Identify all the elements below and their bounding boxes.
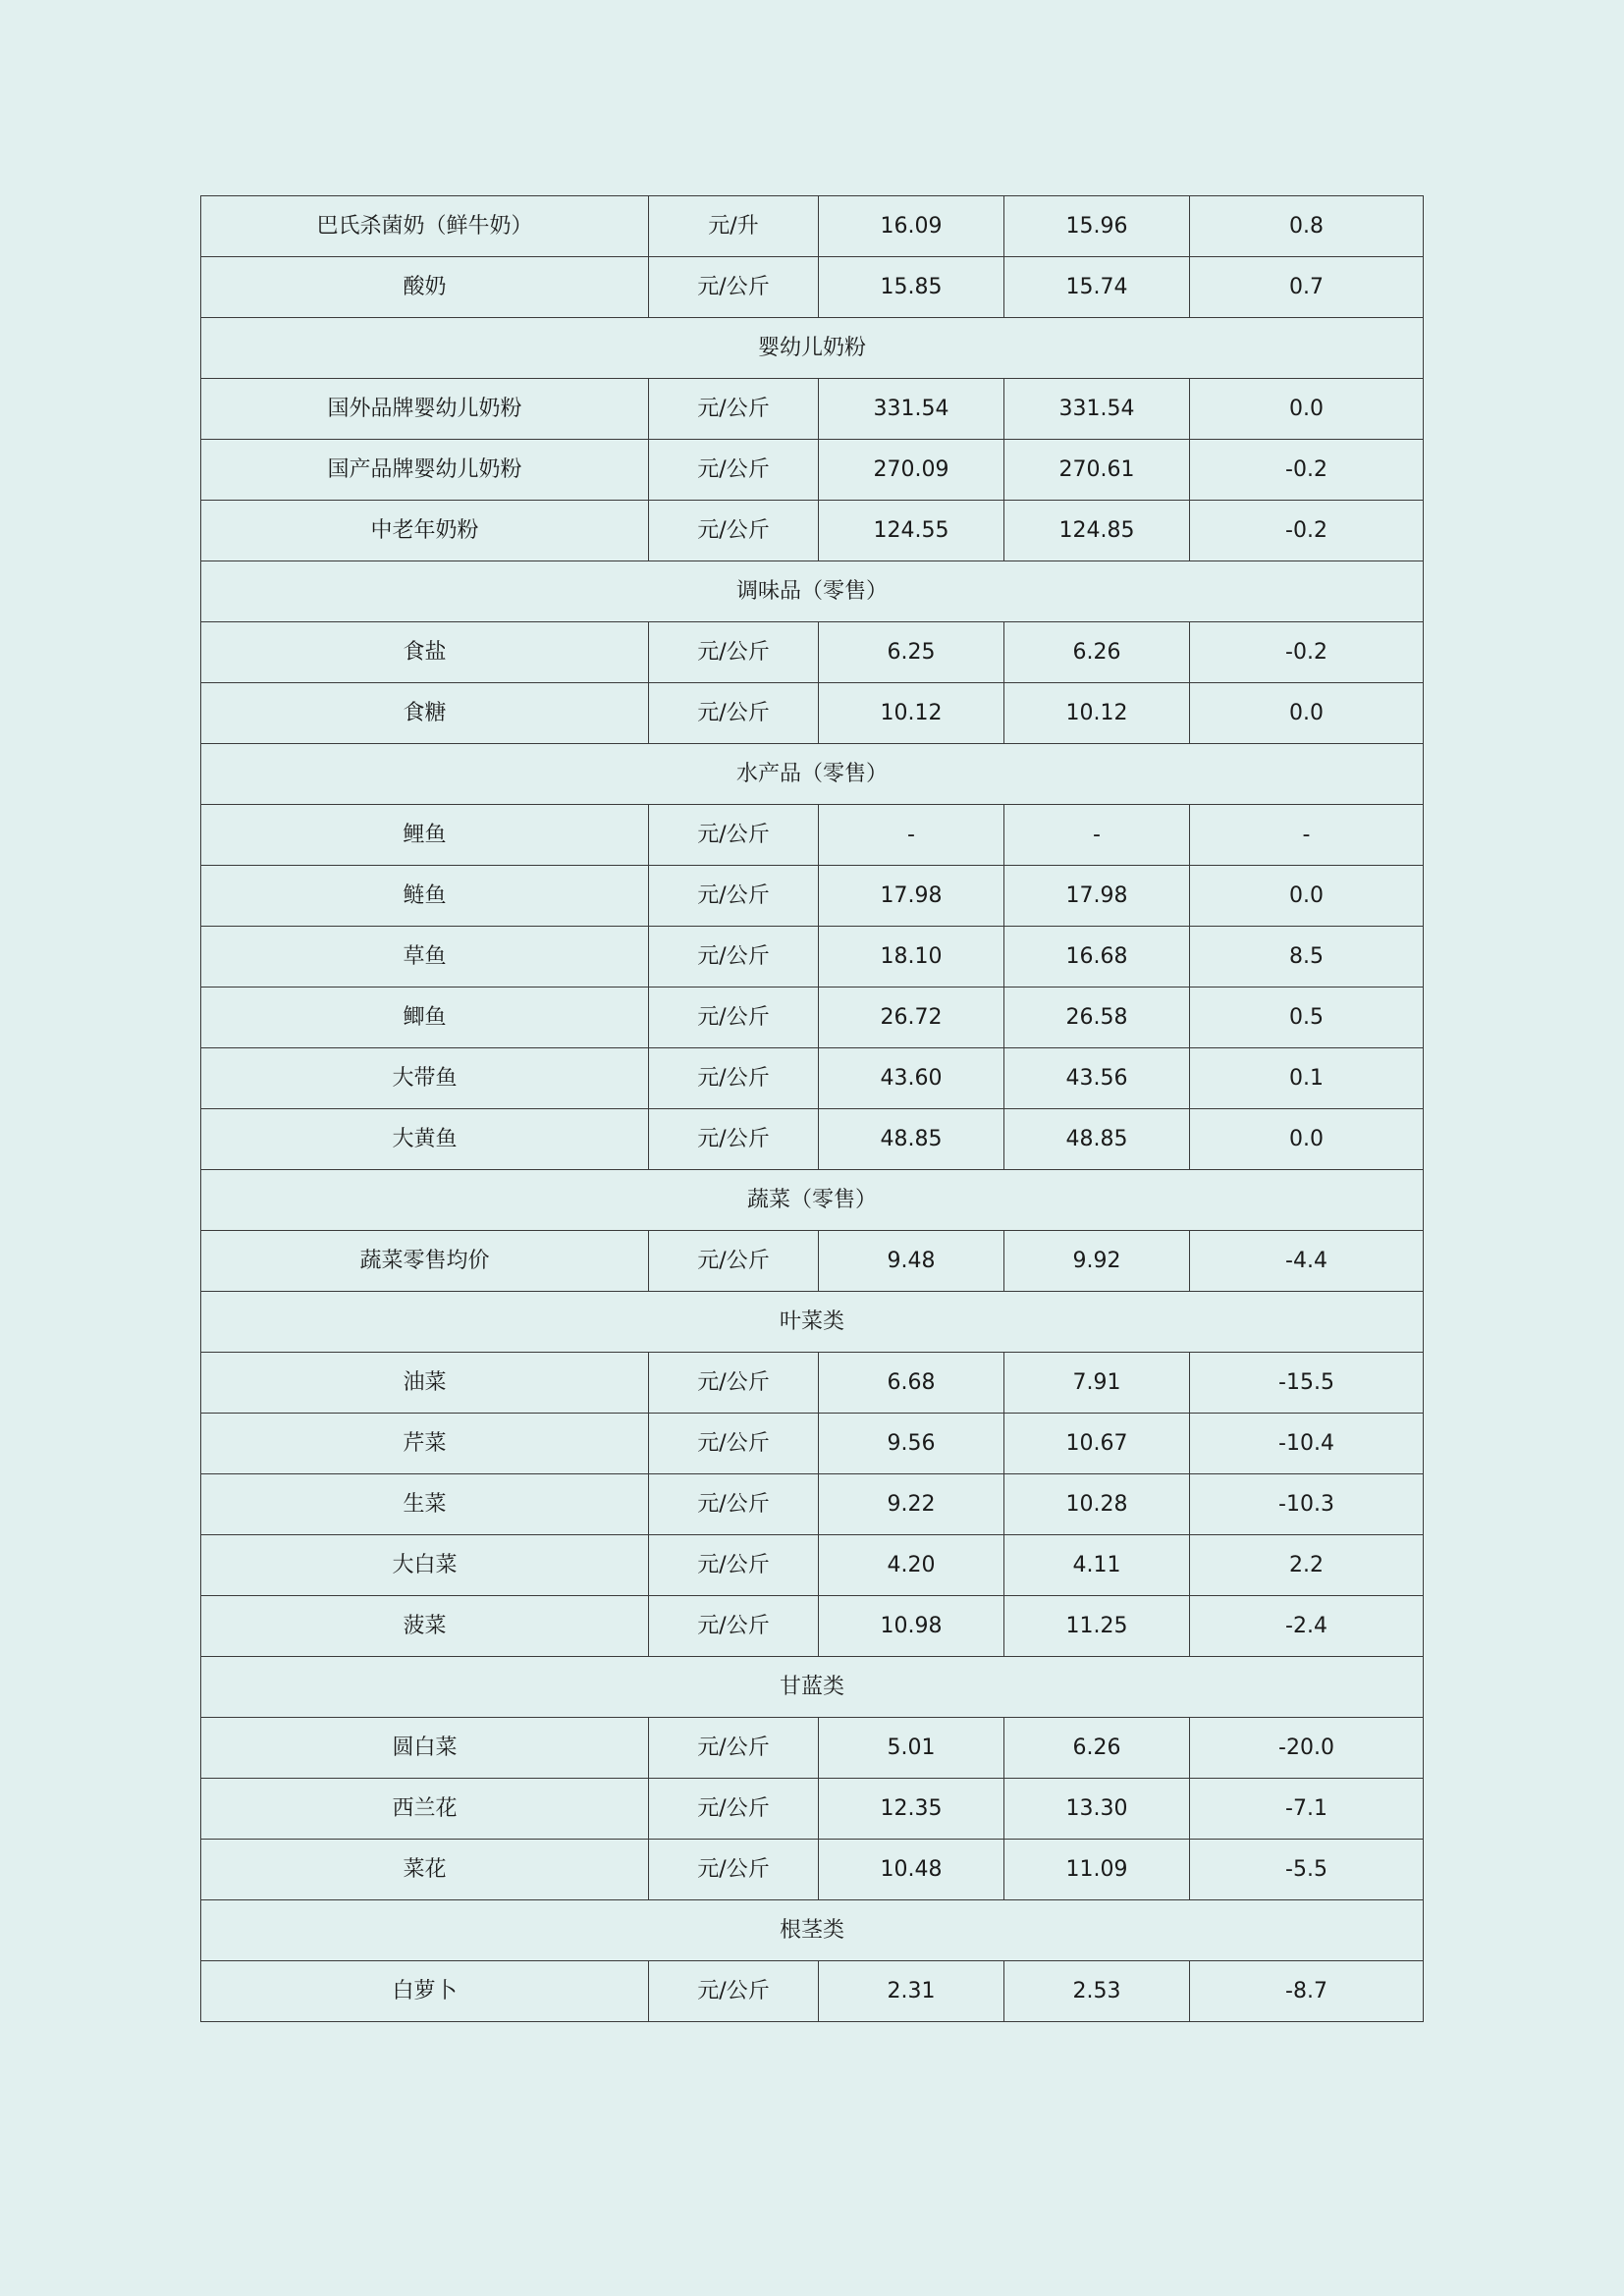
previous-price-cell: 10.12 bbox=[1004, 683, 1190, 744]
previous-price-cell: 16.68 bbox=[1004, 927, 1190, 988]
item-name-cell: 鲫鱼 bbox=[201, 988, 649, 1048]
current-price-cell: 10.48 bbox=[819, 1840, 1004, 1900]
change-percent-cell: 8.5 bbox=[1190, 927, 1424, 988]
change-percent-cell: 0.0 bbox=[1190, 866, 1424, 927]
change-percent-cell: -4.4 bbox=[1190, 1231, 1424, 1292]
item-name-cell: 油菜 bbox=[201, 1353, 649, 1414]
table-row bbox=[201, 927, 1424, 988]
price-table-body bbox=[201, 196, 1424, 2022]
change-percent-cell: -20.0 bbox=[1190, 1718, 1424, 1779]
current-price-cell: 9.22 bbox=[819, 1474, 1004, 1535]
item-name-cell: 鲤鱼 bbox=[201, 805, 649, 866]
table-row bbox=[201, 1535, 1424, 1596]
unit-cell: 元/公斤 bbox=[649, 927, 819, 988]
unit-cell: 元/公斤 bbox=[649, 1840, 819, 1900]
unit-cell: 元/公斤 bbox=[649, 379, 819, 440]
item-name-cell: 食盐 bbox=[201, 622, 649, 683]
previous-price-cell: 124.85 bbox=[1004, 501, 1190, 561]
current-price-cell: 18.10 bbox=[819, 927, 1004, 988]
item-name-cell: 巴氏杀菌奶（鲜牛奶） bbox=[201, 196, 649, 257]
unit-cell: 元/公斤 bbox=[649, 1535, 819, 1596]
current-price-cell: 48.85 bbox=[819, 1109, 1004, 1170]
section-title: 甘蓝类 bbox=[201, 1657, 1424, 1718]
change-percent-cell: -8.7 bbox=[1190, 1961, 1424, 2022]
unit-cell: 元/公斤 bbox=[649, 1596, 819, 1657]
current-price-cell: 17.98 bbox=[819, 866, 1004, 927]
item-name-cell: 西兰花 bbox=[201, 1779, 649, 1840]
item-name-cell: 大带鱼 bbox=[201, 1048, 649, 1109]
previous-price-cell: 17.98 bbox=[1004, 866, 1190, 927]
unit-cell: 元/公斤 bbox=[649, 257, 819, 318]
unit-cell: 元/公斤 bbox=[649, 1109, 819, 1170]
table-row bbox=[201, 683, 1424, 744]
change-percent-cell: 0.1 bbox=[1190, 1048, 1424, 1109]
table-row bbox=[201, 1718, 1424, 1779]
section-title: 叶菜类 bbox=[201, 1292, 1424, 1353]
price-table bbox=[200, 195, 1424, 2022]
table-row bbox=[201, 1048, 1424, 1109]
current-price-cell: 5.01 bbox=[819, 1718, 1004, 1779]
change-percent-cell: 0.0 bbox=[1190, 683, 1424, 744]
item-name-cell: 白萝卜 bbox=[201, 1961, 649, 2022]
previous-price-cell: 7.91 bbox=[1004, 1353, 1190, 1414]
unit-cell: 元/公斤 bbox=[649, 1048, 819, 1109]
table-row bbox=[201, 805, 1424, 866]
current-price-cell: 6.25 bbox=[819, 622, 1004, 683]
table-row bbox=[201, 1961, 1424, 2022]
unit-cell: 元/公斤 bbox=[649, 1353, 819, 1414]
item-name-cell: 中老年奶粉 bbox=[201, 501, 649, 561]
unit-cell: 元/公斤 bbox=[649, 683, 819, 744]
change-percent-cell: -10.4 bbox=[1190, 1414, 1424, 1474]
unit-cell: 元/公斤 bbox=[649, 988, 819, 1048]
section-title: 婴幼儿奶粉 bbox=[201, 318, 1424, 379]
item-name-cell: 鲢鱼 bbox=[201, 866, 649, 927]
unit-cell: 元/公斤 bbox=[649, 501, 819, 561]
current-price-cell: 43.60 bbox=[819, 1048, 1004, 1109]
previous-price-cell: 11.25 bbox=[1004, 1596, 1190, 1657]
section-header-row bbox=[201, 1900, 1424, 1961]
previous-price-cell: 48.85 bbox=[1004, 1109, 1190, 1170]
table-row bbox=[201, 379, 1424, 440]
change-percent-cell: -0.2 bbox=[1190, 622, 1424, 683]
current-price-cell: 10.98 bbox=[819, 1596, 1004, 1657]
section-header-row bbox=[201, 1170, 1424, 1231]
current-price-cell: 15.85 bbox=[819, 257, 1004, 318]
current-price-cell: 331.54 bbox=[819, 379, 1004, 440]
item-name-cell: 生菜 bbox=[201, 1474, 649, 1535]
previous-price-cell: 2.53 bbox=[1004, 1961, 1190, 2022]
current-price-cell: 6.68 bbox=[819, 1353, 1004, 1414]
item-name-cell: 食糖 bbox=[201, 683, 649, 744]
table-row bbox=[201, 1474, 1424, 1535]
table-row bbox=[201, 257, 1424, 318]
current-price-cell: 4.20 bbox=[819, 1535, 1004, 1596]
table-row bbox=[201, 1840, 1424, 1900]
change-percent-cell: -5.5 bbox=[1190, 1840, 1424, 1900]
item-name-cell: 大白菜 bbox=[201, 1535, 649, 1596]
unit-cell: 元/公斤 bbox=[649, 1718, 819, 1779]
unit-cell: 元/公斤 bbox=[649, 622, 819, 683]
item-name-cell: 草鱼 bbox=[201, 927, 649, 988]
previous-price-cell: 11.09 bbox=[1004, 1840, 1190, 1900]
change-percent-cell: -10.3 bbox=[1190, 1474, 1424, 1535]
current-price-cell: 26.72 bbox=[819, 988, 1004, 1048]
unit-cell: 元/公斤 bbox=[649, 1961, 819, 2022]
item-name-cell: 国外品牌婴幼儿奶粉 bbox=[201, 379, 649, 440]
previous-price-cell: 13.30 bbox=[1004, 1779, 1190, 1840]
current-price-cell: 9.56 bbox=[819, 1414, 1004, 1474]
previous-price-cell: 270.61 bbox=[1004, 440, 1190, 501]
table-row bbox=[201, 1109, 1424, 1170]
unit-cell: 元/公斤 bbox=[649, 1779, 819, 1840]
unit-cell: 元/升 bbox=[649, 196, 819, 257]
section-header-row bbox=[201, 1657, 1424, 1718]
change-percent-cell: -0.2 bbox=[1190, 440, 1424, 501]
section-header-row bbox=[201, 1292, 1424, 1353]
section-header-row bbox=[201, 561, 1424, 622]
table-row bbox=[201, 866, 1424, 927]
change-percent-cell: - bbox=[1190, 805, 1424, 866]
change-percent-cell: -2.4 bbox=[1190, 1596, 1424, 1657]
table-row bbox=[201, 622, 1424, 683]
previous-price-cell: 4.11 bbox=[1004, 1535, 1190, 1596]
previous-price-cell: 6.26 bbox=[1004, 1718, 1190, 1779]
previous-price-cell: 26.58 bbox=[1004, 988, 1190, 1048]
unit-cell: 元/公斤 bbox=[649, 866, 819, 927]
table-row bbox=[201, 1231, 1424, 1292]
change-percent-cell: -0.2 bbox=[1190, 501, 1424, 561]
table-row bbox=[201, 196, 1424, 257]
current-price-cell: 9.48 bbox=[819, 1231, 1004, 1292]
section-title: 蔬菜（零售） bbox=[201, 1170, 1424, 1231]
item-name-cell: 菜花 bbox=[201, 1840, 649, 1900]
previous-price-cell: 15.74 bbox=[1004, 257, 1190, 318]
section-title: 调味品（零售） bbox=[201, 561, 1424, 622]
section-header-row bbox=[201, 744, 1424, 805]
item-name-cell: 酸奶 bbox=[201, 257, 649, 318]
table-row bbox=[201, 501, 1424, 561]
change-percent-cell: -7.1 bbox=[1190, 1779, 1424, 1840]
item-name-cell: 蔬菜零售均价 bbox=[201, 1231, 649, 1292]
previous-price-cell: 9.92 bbox=[1004, 1231, 1190, 1292]
change-percent-cell: 2.2 bbox=[1190, 1535, 1424, 1596]
previous-price-cell: 10.28 bbox=[1004, 1474, 1190, 1535]
item-name-cell: 圆白菜 bbox=[201, 1718, 649, 1779]
change-percent-cell: 0.8 bbox=[1190, 196, 1424, 257]
section-title: 水产品（零售） bbox=[201, 744, 1424, 805]
unit-cell: 元/公斤 bbox=[649, 805, 819, 866]
current-price-cell: 12.35 bbox=[819, 1779, 1004, 1840]
section-header-row bbox=[201, 318, 1424, 379]
current-price-cell: 16.09 bbox=[819, 196, 1004, 257]
item-name-cell: 大黄鱼 bbox=[201, 1109, 649, 1170]
table-row bbox=[201, 1596, 1424, 1657]
previous-price-cell: - bbox=[1004, 805, 1190, 866]
previous-price-cell: 43.56 bbox=[1004, 1048, 1190, 1109]
change-percent-cell: 0.7 bbox=[1190, 257, 1424, 318]
change-percent-cell: -15.5 bbox=[1190, 1353, 1424, 1414]
unit-cell: 元/公斤 bbox=[649, 1474, 819, 1535]
unit-cell: 元/公斤 bbox=[649, 440, 819, 501]
change-percent-cell: 0.0 bbox=[1190, 1109, 1424, 1170]
change-percent-cell: 0.5 bbox=[1190, 988, 1424, 1048]
section-title: 根茎类 bbox=[201, 1900, 1424, 1961]
table-row bbox=[201, 1779, 1424, 1840]
current-price-cell: - bbox=[819, 805, 1004, 866]
item-name-cell: 国产品牌婴幼儿奶粉 bbox=[201, 440, 649, 501]
current-price-cell: 10.12 bbox=[819, 683, 1004, 744]
current-price-cell: 124.55 bbox=[819, 501, 1004, 561]
current-price-cell: 2.31 bbox=[819, 1961, 1004, 2022]
table-row bbox=[201, 988, 1424, 1048]
current-price-cell: 270.09 bbox=[819, 440, 1004, 501]
unit-cell: 元/公斤 bbox=[649, 1231, 819, 1292]
previous-price-cell: 15.96 bbox=[1004, 196, 1190, 257]
previous-price-cell: 6.26 bbox=[1004, 622, 1190, 683]
item-name-cell: 芹菜 bbox=[201, 1414, 649, 1474]
unit-cell: 元/公斤 bbox=[649, 1414, 819, 1474]
change-percent-cell: 0.0 bbox=[1190, 379, 1424, 440]
table-row bbox=[201, 1414, 1424, 1474]
table-row bbox=[201, 1353, 1424, 1414]
item-name-cell: 菠菜 bbox=[201, 1596, 649, 1657]
previous-price-cell: 331.54 bbox=[1004, 379, 1190, 440]
previous-price-cell: 10.67 bbox=[1004, 1414, 1190, 1474]
table-row bbox=[201, 440, 1424, 501]
